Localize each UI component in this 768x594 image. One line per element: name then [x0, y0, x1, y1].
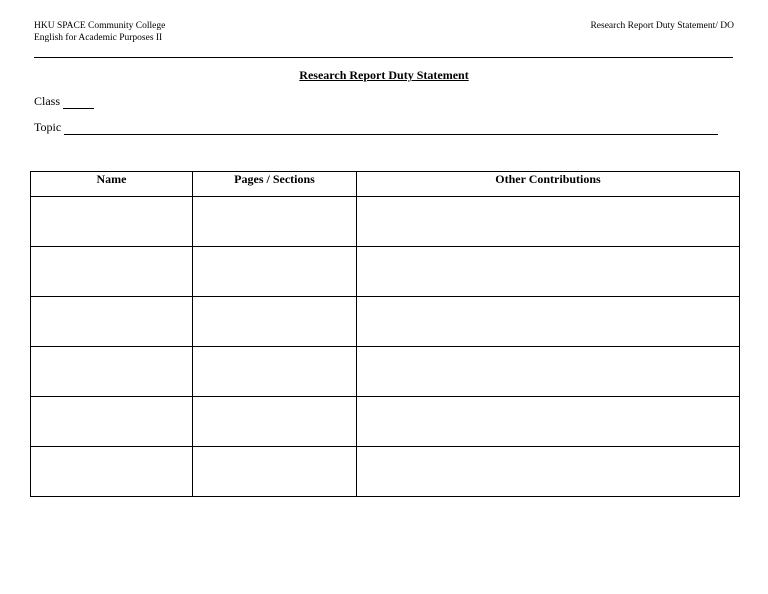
pages-sections-cell[interactable]: [193, 347, 357, 397]
topic-blank-line[interactable]: [64, 122, 718, 135]
class-label: Class: [34, 94, 61, 108]
institution-name: HKU SPACE Community College: [34, 21, 166, 31]
pages-sections-cell[interactable]: [193, 447, 357, 497]
pages-sections-cell[interactable]: [193, 397, 357, 447]
table-row: [31, 347, 740, 397]
class-field: [34, 94, 94, 109]
name-cell[interactable]: [31, 397, 193, 447]
header-divider: [34, 57, 733, 58]
name-cell[interactable]: [31, 297, 193, 347]
name-cell[interactable]: [31, 447, 193, 497]
table-row: [31, 247, 740, 297]
pages-sections-cell[interactable]: [193, 197, 357, 247]
document-title: Research Report Duty Statement: [299, 68, 469, 82]
pages-sections-cell[interactable]: [193, 247, 357, 297]
table-header-row: [31, 172, 740, 197]
name-cell[interactable]: [31, 247, 193, 297]
column-header-pages-sections: Pages / Sections: [193, 172, 357, 197]
table-row: [31, 397, 740, 447]
other-contributions-cell[interactable]: [357, 447, 740, 497]
table-row: [31, 297, 740, 347]
duty-table: [30, 171, 740, 497]
topic-field: [34, 120, 718, 135]
table-row: [31, 447, 740, 497]
document-reference: Research Report Duty Statement/ DO: [590, 21, 734, 31]
other-contributions-cell[interactable]: [357, 297, 740, 347]
table-row: [31, 197, 740, 247]
class-blank-line[interactable]: [63, 96, 94, 109]
other-contributions-cell[interactable]: [357, 397, 740, 447]
topic-label: Topic: [34, 120, 62, 134]
header-left: [34, 20, 165, 44]
column-header-other-contributions: Other Contributions: [357, 172, 740, 197]
other-contributions-cell[interactable]: [357, 197, 740, 247]
header-right: [590, 20, 734, 32]
name-cell[interactable]: [31, 347, 193, 397]
pages-sections-cell[interactable]: [193, 297, 357, 347]
other-contributions-cell[interactable]: [357, 247, 740, 297]
column-header-name: Name: [31, 172, 193, 197]
course-name: English for Academic Purposes II: [34, 33, 163, 43]
other-contributions-cell[interactable]: [357, 347, 740, 397]
name-cell[interactable]: [31, 197, 193, 247]
